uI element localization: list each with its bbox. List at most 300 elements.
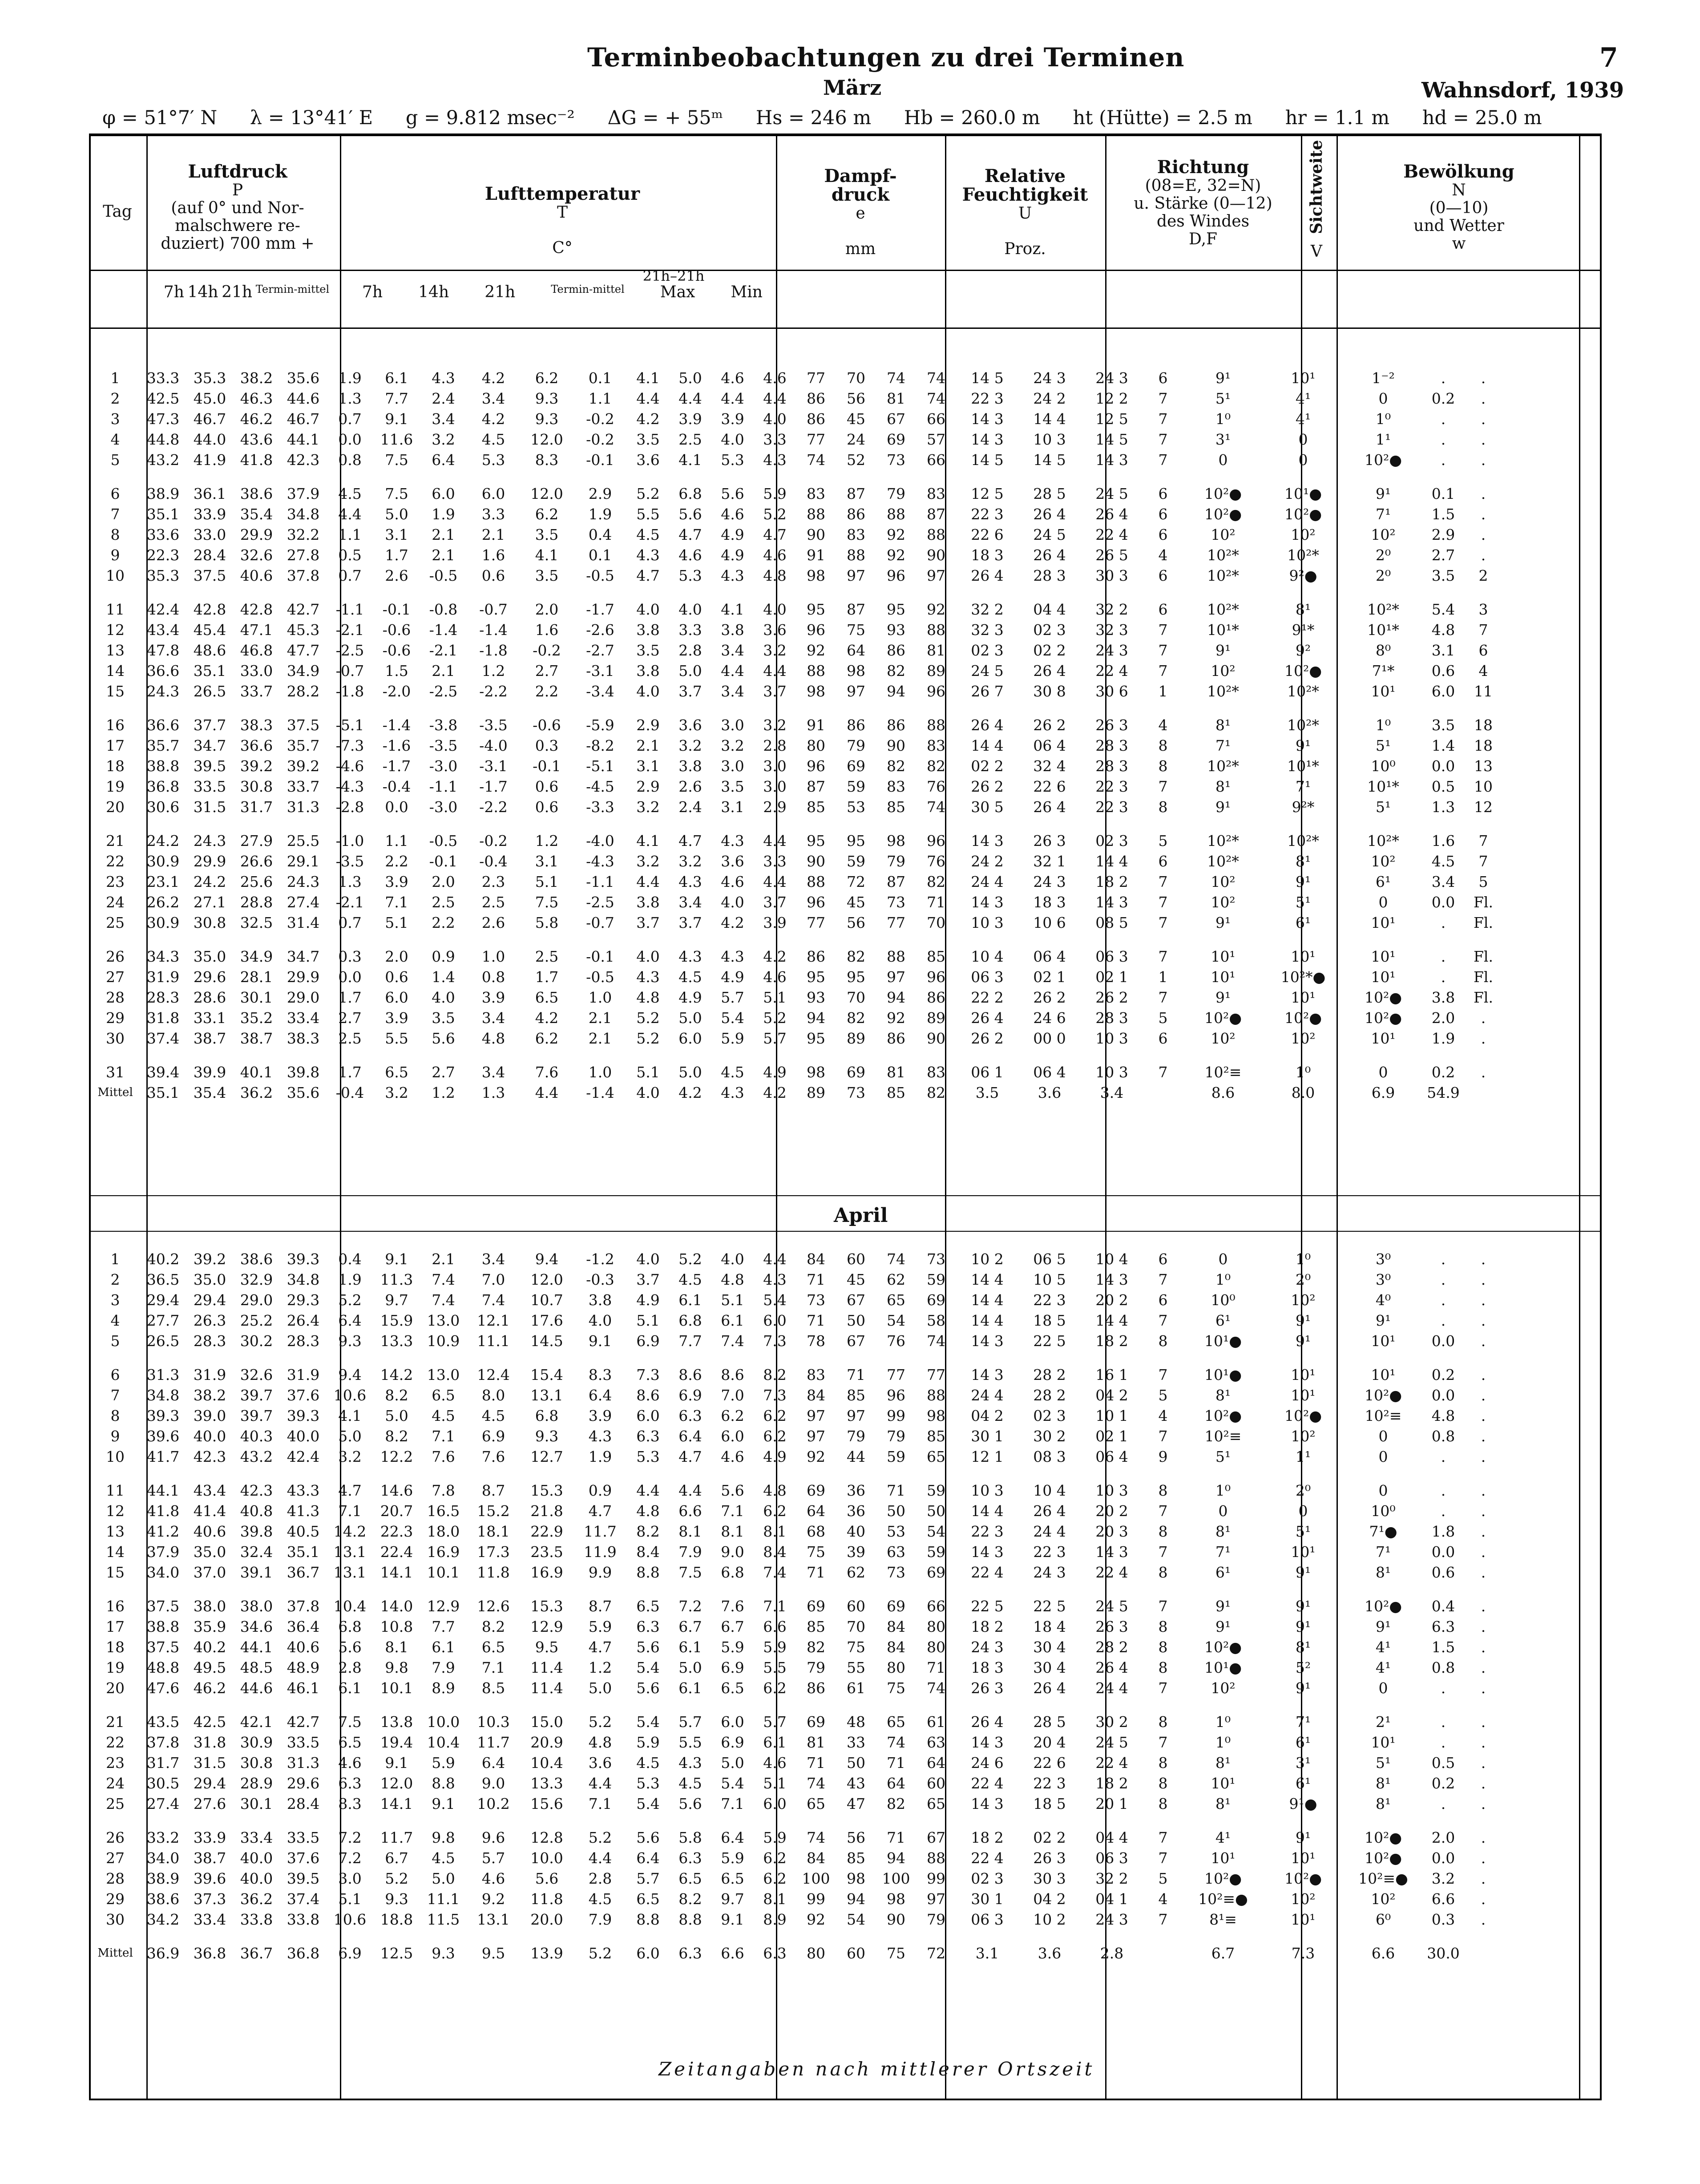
table-cell: -2.1	[335, 893, 364, 911]
table-cell: 27.8	[287, 546, 320, 564]
table-cell: 14 5	[1033, 451, 1066, 469]
table-row	[91, 429, 1503, 449]
table-cell: 10¹	[1291, 988, 1316, 1006]
table-cell: 3.9	[385, 1009, 408, 1027]
table-cell: 10²●	[1204, 1009, 1242, 1027]
table-cell: 50	[887, 1502, 905, 1520]
table-cell: 98	[887, 1890, 905, 1908]
table-cell: 71	[807, 1563, 825, 1581]
table-cell: 9.0	[481, 1774, 505, 1792]
table-cell: 7	[1158, 641, 1168, 659]
table-cell: 6	[1158, 852, 1168, 870]
table-cell: 11.5	[427, 1910, 460, 1928]
table-cell: 15.3	[530, 1481, 563, 1499]
table-cell: 8.2	[481, 1618, 505, 1635]
table-cell: 28 2	[1033, 1366, 1066, 1383]
table-cell: -5.1	[335, 716, 364, 734]
table-cell: 29.0	[240, 1291, 273, 1309]
table-cell: 7.4	[763, 1563, 787, 1581]
table-cell: 10²●	[1204, 1407, 1242, 1424]
table-cell: 6.2	[763, 1869, 787, 1887]
table-cell: 0.8	[481, 968, 505, 986]
table-cell: 4.3	[721, 566, 744, 584]
table-cell: 04 4	[1033, 600, 1066, 618]
table-cell: 22 3	[971, 389, 1004, 407]
table-cell: 5.3	[678, 566, 702, 584]
table-cell: 6.0	[481, 485, 505, 502]
table-cell: 26.5	[146, 1332, 180, 1350]
table-cell: 37.8	[287, 566, 320, 584]
table-cell: 8	[1158, 736, 1168, 754]
table-cell: 16 1	[1095, 1366, 1128, 1383]
table-cell: 02 1	[1033, 968, 1066, 986]
table-cell: 64	[927, 1754, 945, 1771]
table-cell: 38.2	[193, 1386, 226, 1404]
table-cell: 5¹	[1295, 893, 1311, 911]
table-cell: 4.9	[721, 968, 744, 986]
table-cell	[1463, 1943, 1503, 1963]
table-cell: 8.2	[385, 1386, 408, 1404]
table-row	[91, 1678, 1503, 1698]
table-cell: 23.5	[530, 1543, 563, 1561]
table-cell: 4.3	[763, 1270, 787, 1288]
table-cell: 5.2	[385, 1869, 408, 1887]
table-cell: 11.8	[477, 1563, 510, 1581]
table-cell: 6.1	[763, 1733, 787, 1751]
row-day: 27	[106, 1849, 125, 1867]
table-cell: 5	[1158, 1009, 1168, 1027]
table-cell: 10⁰	[1211, 1291, 1236, 1309]
table-row	[91, 660, 1503, 681]
station-parameters	[102, 107, 1615, 129]
table-cell: 4¹	[1215, 1828, 1231, 1846]
table-cell: 2.9	[763, 798, 787, 816]
table-cell: 10²≡	[1365, 1407, 1402, 1424]
table-cell: .	[1481, 1427, 1486, 1445]
table-cell: 34.7	[193, 736, 226, 754]
table-cell: 1⁰	[1295, 1250, 1311, 1268]
table-row	[91, 1500, 1503, 1521]
table-cell: -1.4	[586, 1084, 614, 1101]
table-cell: -4.3	[586, 852, 614, 870]
table-cell: 41.4	[193, 1502, 226, 1520]
table-cell: 3.6	[1038, 1944, 1062, 1962]
table-cell: 30 8	[1033, 682, 1066, 700]
table-cell: 98	[807, 1063, 825, 1081]
table-cell: 96	[927, 968, 945, 986]
table-cell: 31.5	[193, 1754, 226, 1771]
table-cell: 3.0	[763, 757, 787, 775]
table-cell: 39.6	[193, 1869, 226, 1887]
table-cell: 27.9	[240, 832, 273, 849]
table-cell: .	[1481, 430, 1486, 448]
table-cell: 5.3	[636, 1774, 660, 1792]
table-cell: 37.5	[146, 1638, 180, 1656]
table-cell: 7.3	[1291, 1944, 1315, 1962]
table-cell: 66	[927, 1597, 945, 1615]
table-cell: 7	[1478, 832, 1488, 849]
table-cell: 11.3	[380, 1270, 413, 1288]
table-cell: 54	[927, 1522, 945, 1540]
table-cell: 39.2	[240, 757, 273, 775]
table-cell: 18.8	[380, 1910, 413, 1928]
table-cell: 6.7	[678, 1618, 702, 1635]
row-day: 18	[106, 1638, 125, 1656]
table-cell: 33.3	[146, 369, 180, 387]
table-cell: 31.3	[287, 1754, 320, 1771]
table-cell: 5.9	[721, 1029, 744, 1047]
row-day: 14	[106, 1543, 125, 1561]
table-cell: 30 1	[971, 1427, 1004, 1445]
table-cell: 65	[887, 1291, 905, 1309]
table-cell: 4.8	[1431, 1407, 1455, 1424]
table-cell: 14 5	[971, 369, 1004, 387]
table-cell: 35.1	[146, 1084, 180, 1101]
table-cell: 7¹	[1215, 736, 1231, 754]
table-cell: 8.8	[678, 1910, 702, 1928]
table-cell: 4.3	[432, 369, 455, 387]
table-cell: 45.4	[193, 621, 226, 639]
table-cell: 4	[1478, 662, 1488, 679]
table-cell: 77	[807, 914, 825, 931]
table-cell: .	[1481, 1618, 1486, 1635]
table-cell: 28 5	[1033, 485, 1066, 502]
row-day: 30	[106, 1910, 125, 1928]
table-cell: 10.0	[427, 1713, 460, 1731]
table-cell: 4.3	[678, 1754, 702, 1771]
table-cell: 2.8	[678, 641, 702, 659]
table-cell: .	[1481, 1597, 1486, 1615]
table-cell: 94	[807, 1009, 825, 1027]
table-cell: 0.2	[1431, 1366, 1455, 1383]
table-cell: 59	[847, 777, 865, 795]
table-cell: 32 2	[971, 600, 1004, 618]
table-cell: 1	[1158, 682, 1168, 700]
table-cell: 1.3	[338, 389, 362, 407]
table-cell: 7.1	[385, 893, 408, 911]
table-cell: 75	[847, 1638, 865, 1656]
row-day: 14	[106, 662, 125, 679]
table-cell: 3.3	[763, 430, 787, 448]
table-cell: 26.4	[287, 1311, 320, 1329]
row-day: 12	[106, 1502, 125, 1520]
table-cell: 69	[807, 1597, 825, 1615]
table-cell: 16.9	[427, 1543, 460, 1561]
table-cell: 37.0	[193, 1563, 226, 1581]
table-cell: 32.6	[240, 546, 273, 564]
table-cell: 14 4	[971, 1502, 1004, 1520]
table-cell: 0	[1298, 451, 1308, 469]
table-cell: 7	[1158, 410, 1168, 428]
table-cell: 22.4	[380, 1543, 413, 1561]
table-cell: .	[1441, 1795, 1446, 1812]
month-heading-maerz: März	[823, 76, 882, 100]
table-cell: 24 4	[1033, 1522, 1066, 1540]
table-cell: 97	[807, 1427, 825, 1445]
table-cell: 2.0	[385, 947, 408, 965]
table-cell: 04 1	[1095, 1890, 1128, 1908]
table-cell: 22 5	[1033, 1597, 1066, 1615]
table-cell: 5.0	[678, 1063, 702, 1081]
table-cell: 0.0	[1431, 893, 1455, 911]
table-cell: 18.1	[477, 1522, 510, 1540]
table-cell: 4	[1158, 1407, 1168, 1424]
table-row	[91, 368, 1503, 388]
table-cell: 9.4	[535, 1250, 559, 1268]
table-cell: 6.3	[1431, 1618, 1455, 1635]
table-cell: 40.3	[240, 1427, 273, 1445]
table-cell: 83	[927, 1063, 945, 1081]
table-cell: 33.5	[193, 777, 226, 795]
table-cell: 59	[927, 1270, 945, 1288]
table-cell: 5.9	[432, 1754, 455, 1771]
table-cell: 6.2	[763, 1407, 787, 1424]
table-cell: 2.9	[1431, 526, 1455, 543]
col-header-feuchtigkeit: Relative Feuchtigkeit U Proz.	[962, 166, 1088, 258]
table-cell: 0	[1378, 1427, 1388, 1445]
table-cell: 10¹●	[1204, 1332, 1242, 1350]
table-cell: 26 4	[1033, 546, 1066, 564]
row-gap	[91, 933, 1503, 946]
table-cell: 5.1	[721, 1291, 744, 1309]
table-cell: 22 6	[1033, 777, 1066, 795]
table-cell: 5.0	[721, 1754, 744, 1771]
table-cell: 77	[807, 369, 825, 387]
table-cell: 1.9	[338, 1270, 362, 1288]
table-cell: 33.9	[193, 505, 226, 523]
table-cell: 58	[927, 1311, 945, 1329]
table-cell: 43.5	[146, 1713, 180, 1731]
table-cell: 79	[887, 852, 905, 870]
table-cell: 2.1	[432, 662, 455, 679]
table-cell: 5.9	[721, 1849, 744, 1867]
table-cell: 12 1	[971, 1448, 1004, 1465]
table-cell: 5.6	[721, 485, 744, 502]
table-cell: 0.4	[338, 1250, 362, 1268]
table-cell: 26 2	[971, 1029, 1004, 1047]
table-cell: 34.8	[146, 1386, 180, 1404]
table-cell: 30.9	[146, 914, 180, 931]
table-cell: .	[1481, 1828, 1486, 1846]
param: λ = 13°41′ E	[250, 107, 373, 129]
table-cell: 6.2	[535, 505, 559, 523]
table-cell: 26 2	[1095, 988, 1128, 1006]
table-cell: 60	[847, 1250, 865, 1268]
table-cell: 96	[927, 832, 945, 849]
station-name: Wahnsdorf, 1939	[1421, 78, 1624, 103]
table-cell: 53	[847, 798, 865, 816]
table-cell: 26 2	[1033, 988, 1066, 1006]
table-cell: 8.1	[721, 1522, 744, 1540]
table-cell: 5.5	[636, 505, 660, 523]
table-cell: 5.4	[763, 1291, 787, 1309]
table-cell: 19.4	[380, 1733, 413, 1751]
table-cell: 7	[1158, 914, 1168, 931]
table-cell: 1.1	[588, 389, 612, 407]
table-cell: 31.3	[146, 1366, 180, 1383]
table-cell: 30 3	[1033, 1869, 1066, 1887]
table-cell: 7	[1158, 777, 1168, 795]
table-cell: 8¹	[1215, 1795, 1231, 1812]
table-cell: 100	[882, 1869, 910, 1887]
table-cell: -3.5	[479, 716, 508, 734]
table-cell: 28 2	[1095, 1638, 1128, 1656]
table-cell: 1⁰	[1215, 1481, 1231, 1499]
table-cell: 4.8	[1431, 621, 1455, 639]
table-cell: -0.7	[479, 600, 508, 618]
table-row	[91, 830, 1503, 851]
table-cell: -4.0	[586, 832, 614, 849]
table-cell: 8¹	[1215, 716, 1231, 734]
table-cell: 67	[847, 1291, 865, 1309]
table-cell: 35.2	[240, 1009, 273, 1027]
table-cell: 29.9	[287, 968, 320, 986]
table-cell: 86	[847, 716, 865, 734]
table-cell: .	[1481, 1910, 1486, 1928]
table-cell: 75	[887, 1944, 905, 1962]
table-cell: .	[1441, 451, 1446, 469]
table-cell: 31.9	[287, 1366, 320, 1383]
table-cell: 5.3	[721, 451, 744, 469]
table-cell: 50	[927, 1502, 945, 1520]
table-cell: 15.9	[380, 1311, 413, 1329]
table-cell: 83	[927, 485, 945, 502]
table-row	[91, 967, 1503, 987]
table-cell: 0.7	[338, 914, 362, 931]
table-cell: 36.9	[146, 1944, 180, 1962]
table-cell: 2.5	[678, 430, 702, 448]
table-cell: 42.3	[193, 1448, 226, 1465]
table-cell: 48.8	[146, 1658, 180, 1676]
table-cell: 4.4	[678, 1481, 702, 1499]
table-cell: 9¹	[1215, 988, 1231, 1006]
table-cell: 34.8	[287, 1270, 320, 1288]
table-cell: .	[1481, 1448, 1486, 1465]
table-cell: 6.1	[678, 1638, 702, 1656]
table-cell: 10²*	[1367, 600, 1399, 618]
table-cell: -1.2	[586, 1250, 614, 1268]
table-cell: 29.9	[240, 526, 273, 543]
table-cell: 10¹	[1211, 968, 1236, 986]
table-cell: 3.6	[588, 1754, 612, 1771]
table-cell: 8¹	[1215, 1522, 1231, 1540]
table-row	[91, 1657, 1503, 1678]
table-cell: 9.5	[535, 1638, 559, 1656]
table-cell: 74	[887, 1250, 905, 1268]
table-cell: 37.6	[287, 1849, 320, 1867]
row-day: 18	[106, 757, 125, 775]
table-cell: 44.1	[240, 1638, 273, 1656]
table-cell: 88	[927, 526, 945, 543]
table-cell: 41.9	[193, 451, 226, 469]
row-day: 6	[110, 485, 120, 502]
table-cell: 38.0	[193, 1597, 226, 1615]
table-cell: 3.5	[432, 1009, 455, 1027]
table-cell: 14 3	[971, 410, 1004, 428]
table-cell: 74	[927, 1679, 945, 1697]
row-gap	[91, 701, 1503, 715]
table-cell: 4.7	[763, 526, 787, 543]
table-cell: 4.2	[763, 947, 787, 965]
table-cell: 02 3	[1095, 832, 1128, 849]
table-cell: 72	[847, 873, 865, 890]
row-day: 1	[110, 369, 120, 387]
table-cell: 4.4	[721, 662, 744, 679]
table-cell: 9.0	[721, 1543, 744, 1561]
table-cell: 14 4	[1095, 852, 1128, 870]
table-cell: 18 2	[1095, 873, 1128, 890]
table-cell: 13.8	[380, 1713, 413, 1731]
table-cell: 8¹	[1215, 1386, 1231, 1404]
table-cell: 10¹	[1371, 1366, 1396, 1383]
table-cell: 6.9	[636, 1332, 660, 1350]
row-day: 29	[106, 1890, 125, 1908]
table-cell: 2.8	[763, 736, 787, 754]
table-cell: 10 2	[971, 1250, 1004, 1268]
table-cell: -0.1	[533, 757, 561, 775]
table-cell: 89	[847, 1029, 865, 1047]
table-cell: 8	[1158, 1754, 1168, 1771]
table-cell: 22 4	[971, 1774, 1004, 1792]
table-row	[91, 1773, 1503, 1793]
col-header-bewoelkung: Bewölkung N (0—10) und Wetter w	[1403, 161, 1514, 253]
table-cell: 71	[847, 1366, 865, 1383]
table-cell: 34.3	[146, 947, 180, 965]
table-cell: 10²*●	[1280, 968, 1326, 986]
table-cell: 8	[1158, 1774, 1168, 1792]
table-cell: 22 3	[1095, 777, 1128, 795]
table-cell: 22 3	[971, 1522, 1004, 1540]
table-cell: 3.5	[636, 641, 660, 659]
table-cell: 74	[887, 369, 905, 387]
table-cell: 4.5	[481, 430, 505, 448]
table-cell: 85	[887, 798, 905, 816]
table-cell: 1.1	[338, 526, 362, 543]
table-cell: 22.3	[380, 1522, 413, 1540]
table-cell: -1.7	[479, 777, 508, 795]
table-cell: 4.8	[588, 1733, 612, 1751]
table-cell: 9¹	[1215, 798, 1231, 816]
row-day: 13	[106, 1522, 125, 1540]
table-cell: 10¹	[1371, 1733, 1396, 1751]
table-cell: 4.1	[535, 546, 559, 564]
table-cell: 77	[887, 1366, 905, 1383]
table-cell: 28 5	[1033, 1713, 1066, 1731]
table-cell: 71	[927, 893, 945, 911]
table-cell: 11.4	[530, 1679, 563, 1697]
table-cell: -0.5	[586, 566, 614, 584]
table-cell: 56	[847, 914, 865, 931]
table-cell: 24.2	[146, 832, 180, 849]
table-cell: 10¹	[1291, 369, 1316, 387]
table-cell: 37.5	[287, 716, 320, 734]
table-cell: 8.0	[1291, 1084, 1315, 1101]
table-cell: 36	[847, 1481, 865, 1499]
table-cell: 1⁰	[1295, 1063, 1311, 1081]
table-cell: 69	[847, 757, 865, 775]
table-cell: 02 2	[1033, 641, 1066, 659]
table-cell: .	[1481, 1502, 1486, 1520]
table-cell: 9¹	[1295, 1828, 1311, 1846]
table-row	[91, 987, 1503, 1007]
table-cell: 27.4	[146, 1795, 180, 1812]
table-cell: 49.5	[193, 1658, 226, 1676]
table-cell: 33.1	[193, 1009, 226, 1027]
table-cell: 8¹	[1215, 1754, 1231, 1771]
table-cell: 4.0	[636, 1250, 660, 1268]
table-cell: 3.0	[721, 757, 744, 775]
table-cell: 3.9	[721, 410, 744, 428]
